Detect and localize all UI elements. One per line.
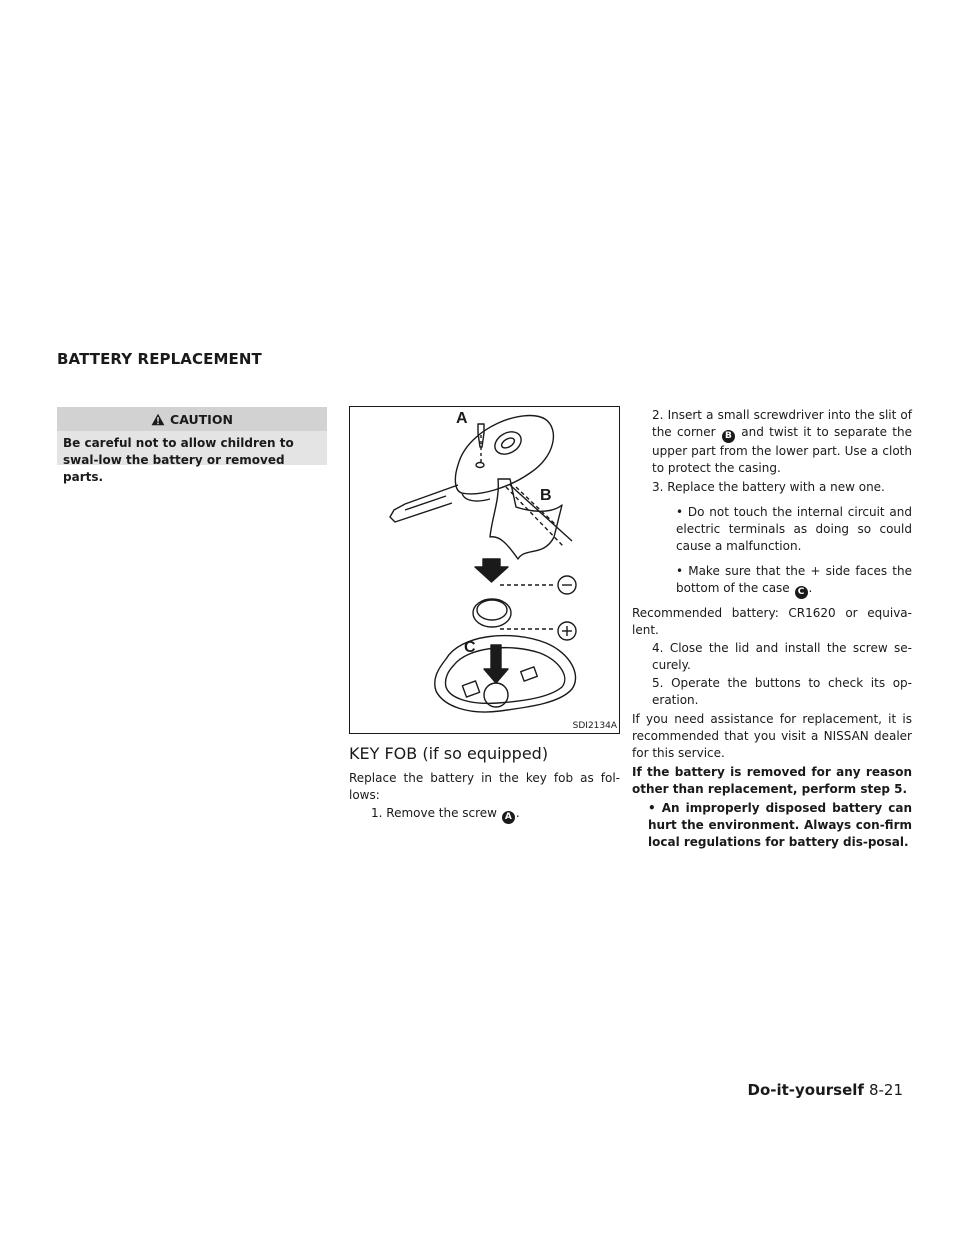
key-fob-intro: Replace the battery in the key fob as fol-lows:	[349, 771, 620, 802]
ref-b-badge: B	[722, 430, 735, 443]
caution-header	[57, 407, 327, 431]
step-5: 5. Operate the buttons to check its op-eration.	[652, 676, 912, 707]
bullet-plus-side	[676, 563, 912, 599]
page-footer	[748, 1081, 904, 1099]
figure-code: SDI2134A	[572, 721, 617, 731]
warning-icon	[151, 413, 165, 426]
step-3: 3. Replace the battery with a new one.	[652, 480, 885, 494]
footer-section: Do-it-yourself	[747, 1081, 864, 1099]
recommended-battery: Recommended battery: CR1620 or equiva-lent.	[632, 606, 912, 637]
bullet-plus-side-text: • Make sure that the + side faces the bottom of the case	[676, 564, 912, 595]
step-2-suffix: and twist it to separate the upper part from the lower part. Use a cloth to protect the casing.	[652, 424, 913, 475]
figure-label-b: B	[540, 487, 552, 504]
key-fob-diagram	[350, 407, 619, 733]
caution-label: CAUTION	[170, 411, 233, 427]
key-fob-illustration	[349, 406, 620, 734]
step-2-text: 2. Insert a small screwdriver into the slit of the corner	[652, 408, 912, 439]
section-title: BATTERY REPLACEMENT	[57, 350, 262, 368]
bullet-internal-circuit: • Do not touch the internal circuit and electric terminals as doing so could cause a malfunction.	[676, 505, 912, 553]
removal-note: If the battery is removed for any reason other than replacement, perform step 5.	[632, 765, 912, 796]
step-2	[652, 407, 912, 476]
step-1-suffix: .	[515, 806, 520, 820]
caution-text: Be careful not to allow children to swal-low the battery or removed parts.	[57, 431, 327, 465]
figure-label-a: A	[456, 410, 468, 427]
ref-a-badge: A	[502, 811, 515, 824]
assistance-note: If you need assistance for replacement, it is recommended that you visit a NISSAN dealer for this service.	[632, 712, 912, 760]
figure-label-c: C	[464, 639, 476, 656]
step-1-text: 1. Remove the screw	[371, 806, 497, 820]
disposal-warning: • An improperly disposed battery can hurt the environment. Always con-firm local regulations for battery dis-posal.	[648, 801, 912, 849]
step-4: 4. Close the lid and install the screw se-curely.	[652, 641, 912, 672]
ref-c-badge: C	[795, 586, 808, 599]
step-1	[371, 805, 620, 824]
page-number: 8-21	[868, 1081, 903, 1099]
bullet-plus-side-suffix: .	[808, 580, 813, 595]
key-fob-heading: KEY FOB (if so equipped)	[349, 744, 549, 763]
